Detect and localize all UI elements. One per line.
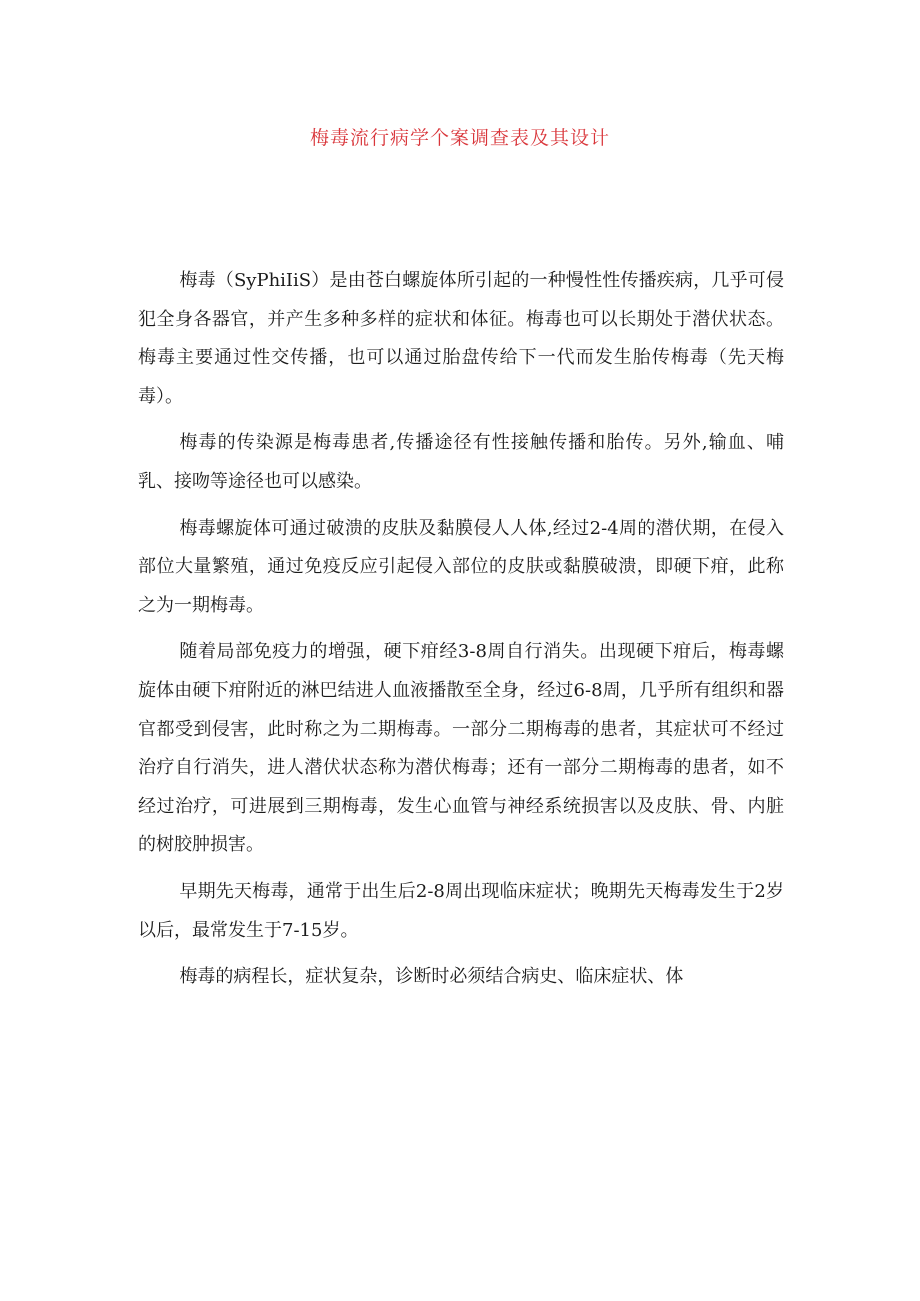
paragraph-6: 梅毒的病程长，症状复杂，诊断时必须结合病史、临床症状、体 (179, 966, 684, 988)
paragraph-3: 梅毒螺旋体可通过破溃的皮肤及黏膜侵人人体,经过2-4周的潜伏期，在侵入部位大量繁殖，通过免疫反应引起侵入部位的皮肤或黏膜破溃，即硬下疳，此称之为一期梅毒。 (138, 517, 784, 616)
page-title: 梅毒流行病学个案调查表及其设计 (309, 127, 610, 149)
paragraph-2: 梅毒的传染源是梅毒患者,传播途径有性接触传播和胎传。另外,输血、哺乳、接吻等途径也可以感染。 (138, 432, 784, 492)
paragraph-1: 梅毒（SyPhiIiS）是由苍白螺旋体所引起的一种慢性性传播疾病，几乎可侵犯全身各器官，并产生多种多样的症状和体征。梅毒也可以长期处于潜伏状态。梅毒主要通过性交传播，也可以通过胎盘传给下一代而发生胎传梅毒（先天梅毒）。 (138, 270, 784, 407)
paragraph-5: 早期先天梅毒，通常于出生后2-8周出现临床症状；晚期先天梅毒发生于2岁以后，最常发生于7-15岁。 (138, 880, 784, 941)
paragraph-4: 随着局部免疫力的增强，硬下疳经3-8周自行消失。出现硬下疳后，梅毒螺旋体由硬下疳附近的淋巴结进人血液播散至全身，经过6-8周，几乎所有组织和器官都受到侵害，此时称之为二期梅毒。一部分二期梅毒的患者，其症状可不经过治疗自行消失，进人潜伏状态称为潜伏梅毒；还有一部分二期梅毒的患者，如不经过治疗，可进展到三期梅毒，发生心血管与神经系统损害以及皮肤、骨、内脏的树胶肿损害。 (138, 641, 784, 856)
document-body (138, 262, 784, 1005)
